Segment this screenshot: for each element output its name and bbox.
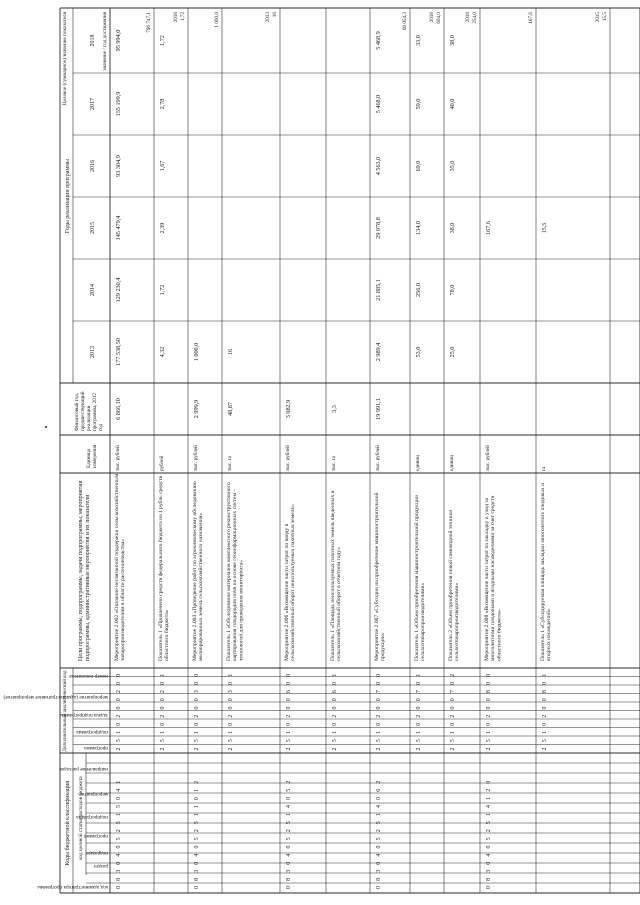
table-row bbox=[113, 30, 126, 889]
row-value-y2016: 1,67 bbox=[159, 160, 166, 172]
budget-code: 08304052514062 bbox=[376, 775, 382, 889]
table-row bbox=[191, 343, 204, 889]
row-value-y2015: 15,5 bbox=[541, 222, 548, 234]
row-target-value: 167,6 bbox=[528, 12, 534, 24]
row-target-value: 15,5 bbox=[602, 12, 608, 22]
row-value-y2017: 2,78 bbox=[159, 98, 166, 110]
row-base-value: 6 866,10 bbox=[115, 398, 122, 420]
header-unit: Единицаизмерения bbox=[86, 444, 98, 468]
row-base-value: 2 999,9 bbox=[193, 399, 200, 419]
row-value-y2018: 5 468,9 bbox=[375, 31, 382, 50]
header-year-2017: 2017 bbox=[90, 98, 96, 110]
row-value-y2014: 78,0 bbox=[449, 284, 456, 296]
row-unit: тыс. рублей bbox=[115, 445, 121, 471]
row-value-y2018: 1,72 bbox=[159, 35, 166, 46]
row-unit: единиц bbox=[415, 455, 421, 471]
row-value-y2016: 69,0 bbox=[415, 160, 422, 172]
row-target-value: 16 bbox=[272, 12, 278, 18]
row-name: Мероприятие 2.003 «Проведение работ по агрохимическому обследованиюмелиорированных земель сельскохозяйственного назначения» bbox=[192, 481, 205, 661]
header-year-2018: 2018 bbox=[90, 34, 96, 47]
table-grid bbox=[60, 8, 640, 893]
scan-speck bbox=[45, 426, 47, 428]
row-target-year: 2015 bbox=[595, 12, 601, 23]
analytic-code: 2510200702 bbox=[450, 668, 456, 751]
table-row bbox=[447, 35, 460, 750]
header-admin-code: код администратора программы bbox=[37, 884, 108, 890]
row-value-y2013: 16 bbox=[227, 348, 234, 356]
table-row bbox=[330, 405, 342, 750]
row-value-y2017: 40,0 bbox=[449, 98, 456, 110]
header-target-article: код целевой статьи расходов бюджета bbox=[78, 776, 84, 860]
row-base-value: 48,87 bbox=[227, 402, 234, 416]
row-value-y2014: 129 230,4 bbox=[115, 277, 122, 303]
row-value-y2016: 93 304,9 bbox=[115, 155, 122, 177]
row-target-value: 254,0 bbox=[472, 12, 478, 24]
analytic-code: 2510200701 bbox=[416, 668, 422, 751]
analytic-code: 2510200601 bbox=[332, 668, 338, 751]
row-name: Мероприятие 2.002 «Оказание несвязанной поддержки сельскохозяйственнымтоваропроизводителям в области растениеводства» bbox=[114, 473, 127, 661]
row-value-y2013: 53,0 bbox=[415, 346, 422, 358]
row-unit: рублей bbox=[159, 455, 165, 471]
row-name: Показатель 1 «Обследование материалов комплексного реконструктивногокартирования плодородия почв на основе геоинформационных систем –технологий для проведения мониторинга» bbox=[226, 482, 245, 661]
row-value-y2015: 145 479,4 bbox=[115, 215, 122, 241]
budget-code: 08304052514052 bbox=[286, 775, 292, 889]
row-value-y2013: 2 989,4 bbox=[375, 342, 382, 362]
header-an-indicator: номер показателя bbox=[69, 673, 108, 679]
table-rotated bbox=[3, 8, 640, 893]
header-an-event: мероприятие (административное мероприятие) bbox=[3, 694, 108, 700]
table-row bbox=[225, 349, 244, 751]
header-program: программа bbox=[84, 833, 108, 839]
row-value-y2018: 38,0 bbox=[449, 35, 456, 46]
row-base-value: 3,3 bbox=[331, 405, 338, 413]
header-codes-group: Коды бюджетной классификации bbox=[65, 780, 71, 866]
analytic-code: 2510200200 bbox=[116, 668, 122, 751]
row-target-value: 69 054,3 bbox=[402, 12, 408, 31]
header-analytic-group: Дополнительный аналитический код bbox=[62, 670, 68, 752]
row-target-year: 2018 bbox=[465, 12, 471, 23]
header-years-group: Годы реализации программы bbox=[65, 158, 71, 234]
analytic-code: 2510200800 bbox=[486, 668, 492, 751]
analytic-code: 2510200700 bbox=[376, 668, 382, 751]
row-value-y2017: 59,0 bbox=[415, 98, 422, 110]
row-name: Показатель 1 «Площадь неиспользуемых пахотных земель введенных всельскохозяйственный оборот в отчетном году» bbox=[330, 490, 343, 661]
table-row bbox=[539, 223, 552, 751]
header-target-group: Целевое (суммарное) значение показателя bbox=[62, 12, 68, 106]
row-unit: единиц bbox=[449, 455, 455, 471]
budget-code: 08304052514120 bbox=[486, 775, 492, 889]
analytic-code: 2510200201 bbox=[160, 668, 166, 751]
row-target-year: 2013 bbox=[265, 12, 271, 23]
analytic-code: 2510200300 bbox=[194, 668, 200, 751]
row-value-y2017: 5 468,0 bbox=[375, 94, 382, 114]
header-event: мероприятие bbox=[79, 791, 108, 797]
row-base-value: 3 082,9 bbox=[285, 399, 292, 419]
row-unit: тыс. га bbox=[331, 455, 337, 471]
row-value-y2018: 33,0 bbox=[415, 35, 422, 46]
row-value-y2014: 21 885,1 bbox=[375, 279, 382, 301]
table-row bbox=[373, 31, 386, 889]
analytic-code: 2510200301 bbox=[228, 668, 234, 751]
row-name: Показатель 2 «Объем приобретения новой самоходной техникисельхозтоваропроизводителями» bbox=[448, 509, 461, 661]
row-target-value: 1 000,0 bbox=[214, 12, 220, 28]
row-unit: тыс. рублей bbox=[285, 445, 291, 471]
row-value-y2014: 256,0 bbox=[415, 283, 422, 297]
row-value-y2015: 2,39 bbox=[159, 222, 166, 234]
header-subsection: подраздел bbox=[85, 850, 108, 856]
row-value-y2013: 25,0 bbox=[449, 346, 456, 358]
header-target-value: значение / год достижения bbox=[102, 12, 108, 71]
header-an-subprogram: подпрограмма bbox=[76, 729, 108, 735]
row-name: Показатель 1 «Объем приобретения машиностроительной продукциисельхозтоваропроизводителями» bbox=[414, 495, 427, 661]
header-year-2013: 2013 bbox=[90, 346, 96, 358]
row-unit: га bbox=[541, 466, 547, 471]
row-unit: тыс. га bbox=[227, 455, 233, 471]
row-value-y2015: 167,6 bbox=[485, 221, 492, 235]
header-goal-title: Цели программы, подпрограммы, задачи подпрограммы, мероприятияподпрограммы, административные мероприятия и их показатели bbox=[78, 480, 91, 661]
row-target-value: 604,0 bbox=[436, 12, 442, 24]
row-name: Показатель 1 «Привлечено средств федерального бюджета на 1 рубль средствобластного бюджета» bbox=[158, 475, 171, 661]
header-subprogram: подпрограмма bbox=[76, 814, 108, 820]
analytic-code: 2510200801 bbox=[542, 668, 548, 751]
table-header bbox=[3, 11, 108, 890]
header-year-2015: 2015 bbox=[90, 222, 96, 234]
header-an-program: программа bbox=[84, 745, 108, 751]
row-target-year: 2018 bbox=[429, 12, 435, 23]
row-value-y2014: 1,72 bbox=[159, 284, 166, 296]
row-base-value: 19 991,1 bbox=[375, 398, 382, 420]
row-value-y2013: 1 000,0 bbox=[193, 342, 200, 362]
row-unit: тыс. рублей bbox=[485, 445, 491, 471]
row-target-value: 796 747,1 bbox=[146, 12, 152, 33]
analytic-code: 2510200600 bbox=[286, 668, 292, 751]
table-row bbox=[157, 35, 170, 750]
row-value-y2015: 38,0 bbox=[449, 222, 456, 234]
row-name: Мероприятие 2.008 «Возмещение части затрат на закладку и уход замноголетними плодовыми и ягодными насаждениями за счет средствобластного бюджета» bbox=[484, 495, 503, 661]
row-value-y2013: 4,32 bbox=[159, 346, 166, 358]
header-expense-direction: направление расходов bbox=[59, 766, 108, 772]
row-target-value: 1,72 bbox=[180, 12, 186, 22]
row-unit: тыс. рублей bbox=[193, 445, 199, 471]
row-name: Показатель 1 «Субсидируемая площадь закладки многолетних плодовых иягодных насаждений» bbox=[540, 482, 553, 661]
row-value-y2016: 35,0 bbox=[449, 160, 456, 172]
row-name: Мероприятие 2.006 «Возмещение части затрат по вводу всельскохозяйственный оборот неиспользуемых пахотных земель» bbox=[284, 504, 297, 661]
row-value-y2013: 177 538,50 bbox=[115, 338, 122, 366]
header-year-2016: 2016 bbox=[90, 160, 96, 172]
row-value-y2015: 134,0 bbox=[415, 221, 422, 235]
row-target-year: 2018 bbox=[173, 12, 179, 23]
header-year-2014: 2014 bbox=[90, 284, 96, 296]
row-value-y2015: 29 078,8 bbox=[375, 217, 382, 239]
header-an-task: задача подпрограммы bbox=[59, 712, 108, 718]
header-fin-base: Финансовый год,предшествующийреализациипрограммы, 2012год bbox=[74, 391, 104, 431]
table-body bbox=[113, 12, 608, 889]
row-unit: тыс. рублей bbox=[375, 445, 381, 471]
row-value-y2018: 95 994,0 bbox=[115, 29, 122, 52]
header-section: раздел bbox=[93, 863, 108, 869]
budget-code: 08304052515041 bbox=[116, 775, 122, 889]
row-value-y2016: 4 563,0 bbox=[375, 156, 382, 176]
table-row bbox=[413, 35, 426, 750]
budget-code: 08304052511012 bbox=[194, 775, 200, 889]
row-name: Мероприятие 2.007 «Субсидии на приобретение машиностроительнойпродукции» bbox=[374, 492, 387, 661]
row-value-y2017: 155 199,9 bbox=[115, 91, 122, 117]
